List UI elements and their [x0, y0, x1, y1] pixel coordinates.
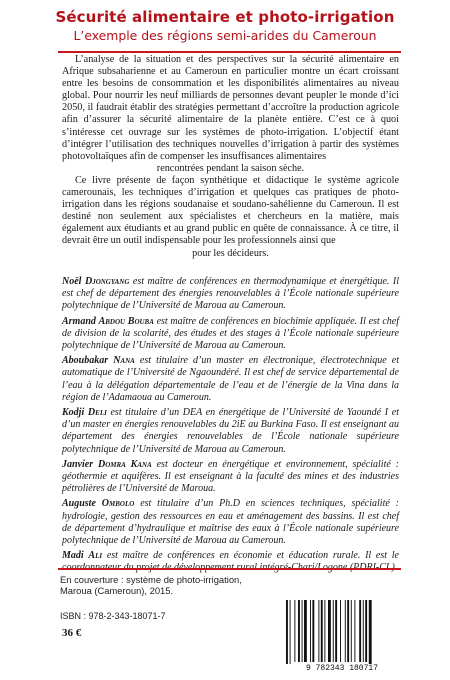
summary-text: [62, 54, 399, 260]
author-bio-domra-kana: [62, 459, 399, 496]
author-bio-text: est maître de conférences en thermodynamique et énergétique. Il est chef de département des énergies renouvelables à l’École nationale supérieure polytechnique de l’Université de Maroua au Cameroun.: [62, 276, 400, 312]
author-last-name: Domra Kana: [97, 458, 152, 470]
author-first-name: Auguste: [62, 498, 96, 510]
author-bio-deli: [62, 407, 399, 456]
isbn-text: ISBN : 978-2-343-18071-7: [60, 611, 166, 621]
price-text: 36 €: [62, 627, 82, 639]
author-first-name: Noël: [62, 276, 82, 287]
author-first-name: Kodji: [62, 407, 85, 419]
author-last-name: Djongyang: [84, 276, 130, 287]
author-last-name: Ombolo: [101, 498, 135, 510]
summary-paragraph-1: L’analyse de la situation et des perspectives sur la sécurité alimentaire en Afrique subsaharienne et au Cameroun en particulier montre un écart croissant entre les besoins de consommation et les disponibilités alimentaires au niveau global. Pour nourrir les neuf milliards de personnes devant peupler le monde d’ici 2050, il faudrait établir des stratégies permettant d’accroître la production agricole afin d’assurer la sécurité alimentaire de la planète entière. C’est ce à quoi s’intéresse cet ouvrage sur les systèmes de photo-irrigation. L’objectif étant d’intégrer l’utilisation des techniques nouvelles d’irrigation à partir des systèmes photovoltaïques afin de compenser les insuffisances alimentaires: [62, 54, 399, 162]
author-bios: [62, 276, 399, 578]
author-bio-text: est titulaire d’un Ph.D en sciences techniques, spécialité : hydrologie, gestion des ressources en eau et aménagement des bassins. Il est chef de département d’hydraulique et maîtrise des eaux à l’École nationale supérieure polytechnique de l’Université de Maroua au Cameroun.: [62, 498, 400, 547]
author-bio-text: est docteur en énergétique et environnement, spécialité : géothermie et aquifères. Il est enseignant à la faculté des mines et des industries pétrolières de l’Université de Maroua.: [62, 458, 399, 495]
cover-credit: [60, 574, 280, 597]
summary-paragraph-1-end: rencontrées pendant la saison sèche.: [156, 162, 305, 174]
author-last-name: Abdou Bouba: [98, 315, 154, 327]
author-bio-ombolo: [62, 498, 399, 547]
author-bio-text: est titulaire d’un master en électronique, électrotechnique et automatique de l’Université de Ngaoundéré. Il est chef de service départemental de l’eau à la délégation départementale de l’eau et de l’énergie de la Vina dans la région de l’Adamaoua au Cameroun.: [62, 355, 399, 403]
barcode-number: 9 782343 180717: [282, 664, 402, 673]
author-first-name: Janvier: [62, 458, 94, 470]
author-bio-text: est titulaire d’un DEA en énergétique de l’Université de Yaoundé I et d’un master en énergies renouvelables du 2iE au Burkina Faso. Il est enseignant au département des énergies renouvelables de l’École nationale supérieure polytechnique de l’Université de Maroua au Cameroun.: [62, 407, 400, 455]
summary-paragraph-2-end: pour les décideurs.: [192, 247, 269, 259]
author-bio-text: est maître de conférences en biochimie appliquée. Il est chef de division de la scolarité, des études et des stages à l’École nationale supérieure polytechnique de l’Université de Maroua au Cameroun.: [62, 315, 400, 352]
book-title: Sécurité alimentaire et photo-irrigation: [55, 8, 395, 26]
summary-paragraph-2: Ce livre présente de façon synthétique et didactique le système agricole camerounais, les techniques d’irrigation et quelques cas pratiques de photo-irrigation dans les régions soudanaise et soudano-sahélienne du Cameroun. Il est destiné non seulement aux spécialistes et chercheurs en la matière, mais également aux étudiants et au grand public en quête de connaissance. À ce titre, il devrait être un outil indispensable pour les professionnels ainsi que: [62, 174, 399, 247]
author-bio-nana: [62, 355, 399, 404]
author-last-name: Nana: [113, 355, 135, 367]
author-bio-text: est maître de conférences en économie et éducation rurale. Il est le: [106, 550, 399, 562]
cover-credit-line-2: Maroua (Cameroun), 2015.: [60, 585, 174, 597]
author-bio-ali: [62, 550, 399, 574]
author-first-name: Madi: [62, 550, 84, 562]
author-first-name: Armand: [62, 315, 96, 327]
author-last-name: Deli: [87, 407, 107, 419]
author-bio-djongyang: [62, 276, 399, 313]
author-last-name: Ali: [88, 550, 103, 562]
author-first-name: Aboubakar: [62, 355, 109, 367]
cover-credit-line-1: En couverture : système de photo-irrigation,: [60, 574, 242, 585]
bottom-red-rule: [58, 568, 401, 570]
book-subtitle: L’exemple des régions semi-arides du Cameroun: [73, 28, 377, 43]
author-bio-abdou-bouba: [62, 316, 399, 353]
top-red-rule: [58, 51, 401, 53]
